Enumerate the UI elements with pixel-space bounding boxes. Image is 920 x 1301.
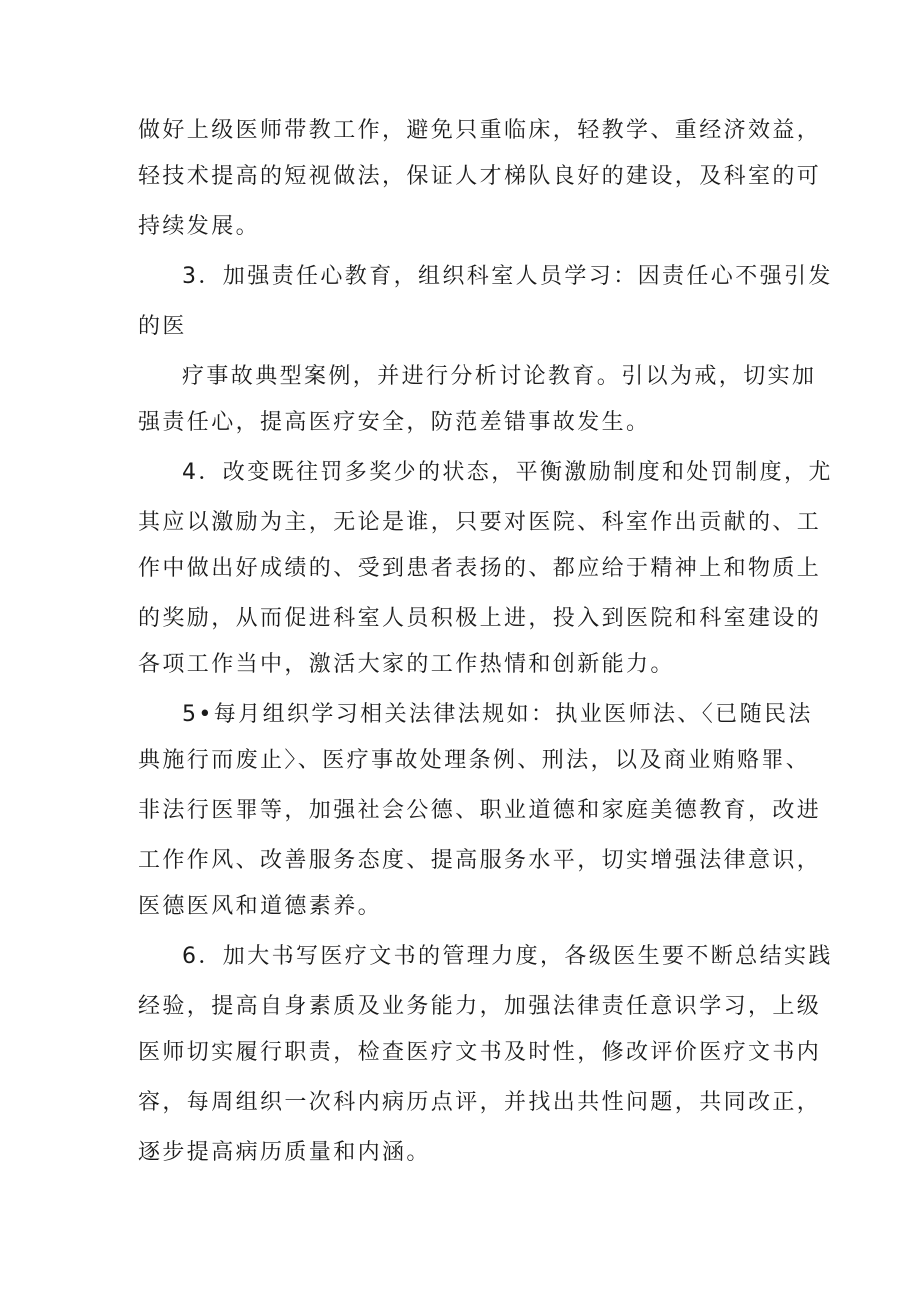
text-line: 作中做出好成绩的、受到患者表扬的、都应给于精神上和物质上 [138, 556, 822, 581]
text-line: 的医 [138, 314, 187, 339]
text-line: 非法行医罪等，加强社会公德、职业道德和家庭美德教育，改进 [138, 798, 822, 823]
text-line: 6．加大书写医疗文书的管理力度，各级医生要不断总结实践 [182, 944, 833, 969]
text-line: 医德医风和道德素养。 [138, 894, 383, 919]
text-line: 的奖励，从而促进科室人员积极上进，投入到医院和科室建设的 [138, 606, 822, 631]
text-line: 医师切实履行职责，检查医疗文书及时性，修改评价医疗文书内 [138, 1040, 822, 1065]
text-line: 4．改变既往罚多奖少的状态，平衡激励制度和处罚制度，尤 [182, 460, 833, 485]
text-line: 5•每月组织学习相关法律法规如：执业医师法、〈已随民法 [182, 702, 813, 727]
text-line: 3．加强责任心教育，组织科室人员学习：因责任心不强引发 [182, 264, 833, 289]
text-line: 轻技术提高的短视做法，保证人才梯队良好的建设，及科室的可 [138, 164, 822, 189]
text-line: 经验，提高自身素质及业务能力，加强法律责任意识学习，上级 [138, 994, 822, 1019]
text-line: 做好上级医师带教工作，避免只重临床，轻教学、重经济效益， [138, 118, 822, 143]
text-line: 容，每周组织一次科内病历点评，并找出共性问题，共同改正， [138, 1090, 822, 1115]
text-line: 持续发展。 [138, 214, 261, 239]
text-line: 其应以激励为主，无论是谁，只要对医院、科室作出贡献的、工 [138, 510, 822, 535]
text-line: 工作作风、改善服务态度、提高服务水平，切实增强法律意识， [138, 848, 822, 873]
text-line: 疗事故典型案例，并进行分析讨论教育。引以为戒，切实加 [182, 364, 817, 389]
text-line: 典施行而废止〉、医疗事故处理条例、刑法，以及商业贿赂罪、 [138, 748, 811, 773]
text-line: 逐步提高病历质量和内涵。 [138, 1140, 431, 1165]
text-line: 强责任心，提高医疗安全，防范差错事故发生。 [138, 410, 651, 435]
text-line: 各项工作当中，激活大家的工作热情和创新能力。 [138, 652, 675, 677]
